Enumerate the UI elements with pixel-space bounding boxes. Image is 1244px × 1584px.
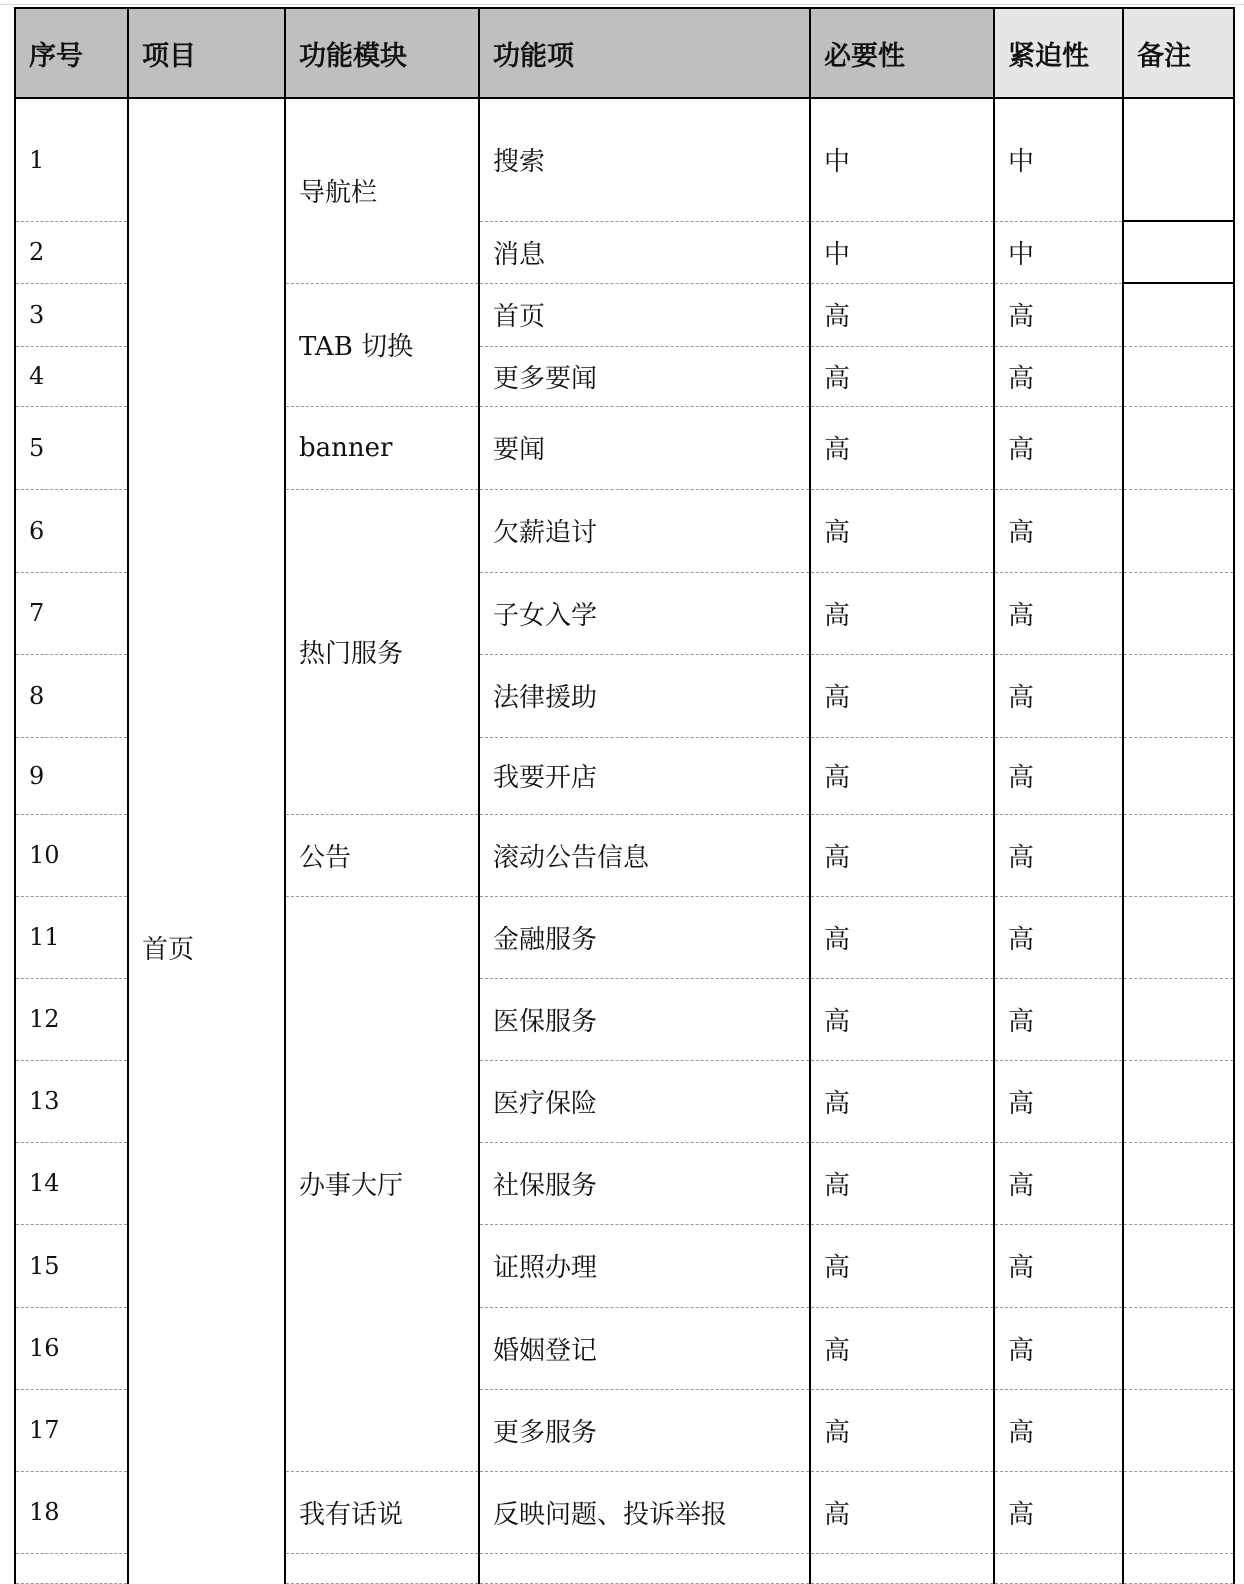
necessity-cell: 高	[810, 1142, 994, 1224]
feature-cell: 反映问题、投诉举报	[479, 1471, 810, 1553]
urgency-cell: 高	[994, 1224, 1123, 1307]
module-cell: 公告	[285, 814, 479, 896]
module-cell: 导航栏	[285, 98, 479, 283]
feature-cell: 滚动公告信息	[479, 814, 810, 896]
feature-cell: 搜索	[479, 98, 810, 221]
urgency-cell: 高	[994, 489, 1123, 572]
header-row	[15, 8, 1234, 98]
necessity-cell: 高	[810, 737, 994, 814]
header-note: 备注	[1123, 8, 1234, 98]
module-cell: banner	[285, 406, 479, 489]
row-number: 1	[15, 98, 128, 221]
necessity-cell: 高	[810, 1471, 994, 1553]
feature-cell: 首页	[479, 283, 810, 346]
necessity-cell: 高	[810, 489, 994, 572]
urgency-cell: 高	[994, 737, 1123, 814]
row-number: 12	[15, 978, 128, 1060]
necessity-cell: 高	[810, 896, 994, 978]
module-cell: TAB 切换	[285, 283, 479, 406]
module-cell	[285, 1553, 479, 1583]
note-cell	[1123, 896, 1234, 978]
note-cell	[1123, 814, 1234, 896]
urgency-cell: 高	[994, 814, 1123, 896]
row-number: 11	[15, 896, 128, 978]
row-number: 4	[15, 346, 128, 406]
note-cell	[1123, 406, 1234, 489]
header-serial-no: 序号	[15, 8, 128, 98]
necessity-cell: 高	[810, 346, 994, 406]
necessity-cell: 高	[810, 1307, 994, 1389]
necessity-cell: 高	[810, 406, 994, 489]
necessity-cell: 高	[810, 1224, 994, 1307]
requirements-table	[14, 7, 1235, 1584]
feature-cell: 更多服务	[479, 1389, 810, 1471]
note-cell	[1123, 221, 1234, 283]
row-number: 8	[15, 654, 128, 737]
feature-cell: 法律援助	[479, 654, 810, 737]
urgency-cell: 高	[994, 1307, 1123, 1389]
urgency-cell: 中	[994, 98, 1123, 221]
feature-cell: 消息	[479, 221, 810, 283]
necessity-cell: 中	[810, 98, 994, 221]
note-cell	[1123, 978, 1234, 1060]
feature-cell: 证照办理	[479, 1224, 810, 1307]
feature-cell: 社保服务	[479, 1142, 810, 1224]
urgency-cell: 中	[994, 221, 1123, 283]
row-number: 2	[15, 221, 128, 283]
header-project: 项目	[128, 8, 285, 98]
urgency-cell: 高	[994, 1142, 1123, 1224]
project-cell: 首页	[128, 98, 285, 1583]
feature-cell: 婚姻登记	[479, 1307, 810, 1389]
row-number: 17	[15, 1389, 128, 1471]
urgency-cell: 高	[994, 1389, 1123, 1471]
header-necessity: 必要性	[810, 8, 994, 98]
necessity-cell: 高	[810, 572, 994, 654]
row-number: 15	[15, 1224, 128, 1307]
urgency-cell: 高	[994, 654, 1123, 737]
note-cell	[1123, 489, 1234, 572]
necessity-cell: 高	[810, 283, 994, 346]
note-cell	[1123, 98, 1234, 221]
necessity-cell: 中	[810, 221, 994, 283]
note-cell	[1123, 1060, 1234, 1142]
urgency-cell: 高	[994, 896, 1123, 978]
necessity-cell: 高	[810, 1060, 994, 1142]
header-module: 功能模块	[285, 8, 479, 98]
module-cell: 热门服务	[285, 489, 479, 814]
urgency-cell: 高	[994, 346, 1123, 406]
row-number	[15, 1553, 128, 1583]
necessity-cell: 高	[810, 814, 994, 896]
feature-cell: 欠薪追讨	[479, 489, 810, 572]
note-cell	[1123, 572, 1234, 654]
note-cell	[1123, 654, 1234, 737]
urgency-cell: 高	[994, 1060, 1123, 1142]
note-cell	[1123, 1307, 1234, 1389]
necessity-cell: 高	[810, 978, 994, 1060]
note-cell	[1123, 1389, 1234, 1471]
table-row	[15, 98, 1234, 221]
row-number: 14	[15, 1142, 128, 1224]
necessity-cell: 高	[810, 654, 994, 737]
urgency-cell	[994, 1553, 1123, 1583]
note-cell	[1123, 1553, 1234, 1583]
row-number: 5	[15, 406, 128, 489]
feature-cell: 医疗保险	[479, 1060, 810, 1142]
feature-cell: 子女入学	[479, 572, 810, 654]
feature-cell: 更多要闻	[479, 346, 810, 406]
row-number: 3	[15, 283, 128, 346]
feature-cell: 要闻	[479, 406, 810, 489]
row-number: 6	[15, 489, 128, 572]
note-cell	[1123, 1224, 1234, 1307]
feature-cell: 我要开店	[479, 737, 810, 814]
row-number: 9	[15, 737, 128, 814]
urgency-cell: 高	[994, 978, 1123, 1060]
module-cell: 我有话说	[285, 1471, 479, 1553]
module-cell: 办事大厅	[285, 896, 479, 1471]
feature-cell	[479, 1553, 810, 1583]
feature-cell: 金融服务	[479, 896, 810, 978]
note-cell	[1123, 737, 1234, 814]
urgency-cell: 高	[994, 406, 1123, 489]
note-cell	[1123, 346, 1234, 406]
row-number: 18	[15, 1471, 128, 1553]
urgency-cell: 高	[994, 1471, 1123, 1553]
page-top-rule	[0, 4, 1244, 5]
urgency-cell: 高	[994, 283, 1123, 346]
row-number: 7	[15, 572, 128, 654]
feature-cell: 医保服务	[479, 978, 810, 1060]
row-number: 16	[15, 1307, 128, 1389]
necessity-cell	[810, 1553, 994, 1583]
note-cell	[1123, 1471, 1234, 1553]
row-number: 10	[15, 814, 128, 896]
note-cell	[1123, 1142, 1234, 1224]
note-cell	[1123, 283, 1234, 346]
row-number: 13	[15, 1060, 128, 1142]
header-feature: 功能项	[479, 8, 810, 98]
header-urgency: 紧迫性	[994, 8, 1123, 98]
urgency-cell: 高	[994, 572, 1123, 654]
necessity-cell: 高	[810, 1389, 994, 1471]
